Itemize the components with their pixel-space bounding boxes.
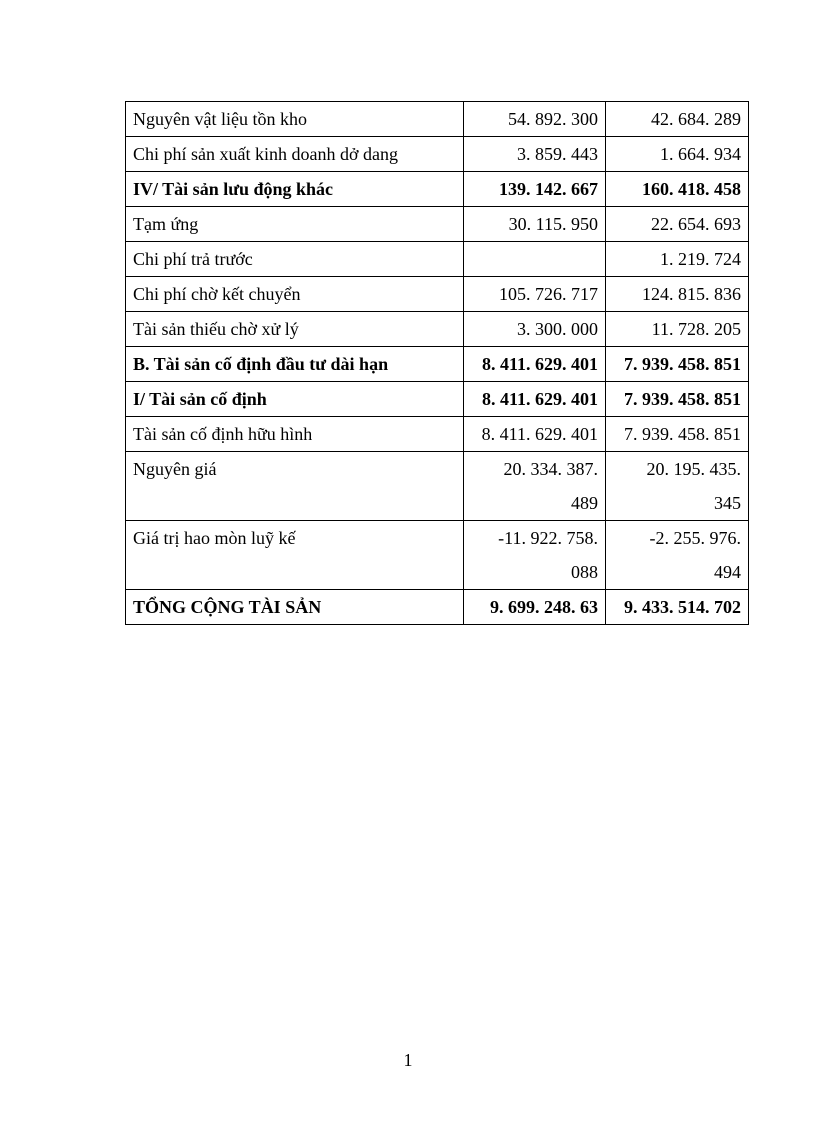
- row-label: Tài sản cố định hữu hình: [126, 417, 464, 452]
- value-col-1: -11. 922. 758. 088: [464, 521, 606, 590]
- value-col-2: 7. 939. 458. 851: [606, 417, 749, 452]
- value-col-2: 160. 418. 458: [606, 172, 749, 207]
- table-row: [126, 312, 749, 347]
- page-number: 1: [403, 1050, 413, 1070]
- row-label: IV/ Tài sản lưu động khác: [126, 172, 464, 207]
- value-col-2: 1. 219. 724: [606, 242, 749, 277]
- row-label: B. Tài sản cố định đầu tư dài hạn: [126, 347, 464, 382]
- row-label: Nguyên giá: [126, 452, 464, 521]
- value-col-1: [464, 242, 606, 277]
- value-col-2: 9. 433. 514. 702: [606, 590, 749, 625]
- row-label: Giá trị hao mòn luỹ kế: [126, 521, 464, 590]
- table-row: [126, 382, 749, 417]
- value-col-1: 9. 699. 248. 63: [464, 590, 606, 625]
- row-label: Chi phí sản xuất kinh doanh dở dang: [126, 137, 464, 172]
- balance-sheet-table: [125, 101, 749, 625]
- value-col-1: 3. 300. 000: [464, 312, 606, 347]
- value-col-1: 3. 859. 443: [464, 137, 606, 172]
- value-col-1: 54. 892. 300: [464, 102, 606, 137]
- value-col-1: 30. 115. 950: [464, 207, 606, 242]
- value-col-1: 8. 411. 629. 401: [464, 382, 606, 417]
- table-row: [126, 417, 749, 452]
- table-row: [126, 347, 749, 382]
- row-label: Tài sản thiếu chờ xử lý: [126, 312, 464, 347]
- value-col-2: 20. 195. 435. 345: [606, 452, 749, 521]
- value-col-2: 11. 728. 205: [606, 312, 749, 347]
- table-row: [126, 452, 749, 521]
- row-label: Tạm ứng: [126, 207, 464, 242]
- row-label: Chi phí trả trước: [126, 242, 464, 277]
- table-row: [126, 172, 749, 207]
- value-col-2: -2. 255. 976. 494: [606, 521, 749, 590]
- table-row: [126, 242, 749, 277]
- table-row: [126, 137, 749, 172]
- value-col-1: 8. 411. 629. 401: [464, 417, 606, 452]
- value-col-2: 42. 684. 289: [606, 102, 749, 137]
- value-col-1: 105. 726. 717: [464, 277, 606, 312]
- value-col-2: 7. 939. 458. 851: [606, 347, 749, 382]
- row-label: Nguyên vật liệu tồn kho: [126, 102, 464, 137]
- table-row: [126, 207, 749, 242]
- table-row: [126, 277, 749, 312]
- value-col-2: 22. 654. 693: [606, 207, 749, 242]
- table-row-total: [126, 590, 749, 625]
- value-col-2: 1. 664. 934: [606, 137, 749, 172]
- value-col-1: 139. 142. 667: [464, 172, 606, 207]
- value-col-2: 7. 939. 458. 851: [606, 382, 749, 417]
- row-label: Chi phí chờ kết chuyển: [126, 277, 464, 312]
- table-row: [126, 521, 749, 590]
- table-row: [126, 102, 749, 137]
- value-col-1: 20. 334. 387. 489: [464, 452, 606, 521]
- value-col-1: 8. 411. 629. 401: [464, 347, 606, 382]
- value-col-2: 124. 815. 836: [606, 277, 749, 312]
- row-label: I/ Tài sản cố định: [126, 382, 464, 417]
- row-label: TỔNG CỘNG TÀI SẢN: [126, 590, 464, 625]
